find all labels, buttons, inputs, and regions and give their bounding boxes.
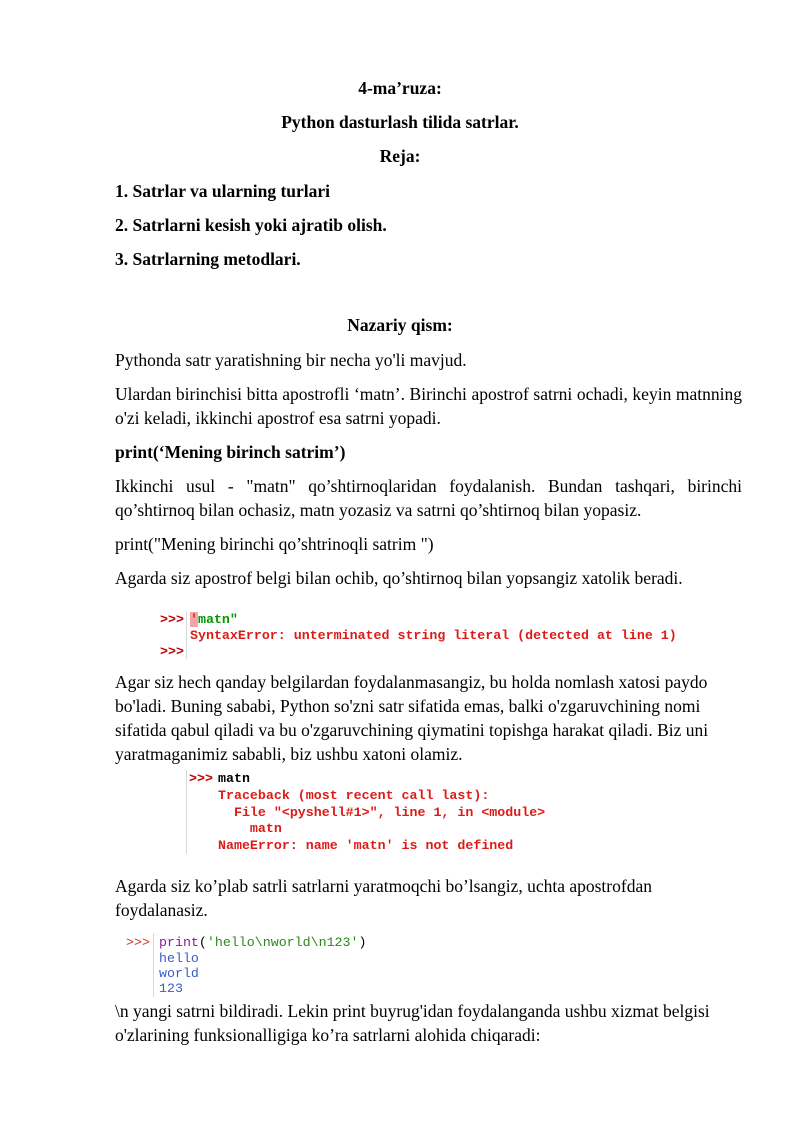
traceback-line: matn <box>218 821 282 836</box>
plan-item-1: 1. Satrlar va ularning turlari <box>115 181 331 201</box>
plan-item-3: 3. Satrlarning metodlari. <box>115 249 301 269</box>
shell-gutter <box>186 611 187 659</box>
plan-item-2: 2. Satrlarni kesish yoki ajratib olish. <box>115 215 387 235</box>
paragraph-1: Pythonda satr yaratishning bir necha yo'li mavjud. <box>115 350 467 370</box>
paragraph-5: Agar siz hech qanday belgilardan foydalanmasangiz, bu holda nomlash xatosi paydo bo'ladi. Buning sababi, Python so'zni satr sifatida emas, balki o'zgaruvchining nomi sifatida qabul qiladi va bu o'zgaruvchining qiymatini topishga harakat qiladi. Biz uni yaratmaganimiz sababli, biz ushbu xatoni olamiz. <box>115 672 709 764</box>
syntax-error-message: SyntaxError: unterminated string literal (detected at line 1) <box>190 628 677 643</box>
shell-prompt: >>> <box>160 612 184 627</box>
unmatched-quote: ' <box>190 612 198 627</box>
paragraph-2: Ulardan birinchisi bitta apostrofli ‘matn’. Birinchi apostrof satrni ochadi, keyin matnning o'zi keladi, ikkinchi apostrof esa satrni yopadi. <box>115 384 742 428</box>
code-example-2: print("Mening birinchi qo’shtrinoqli satrim ") <box>115 534 434 554</box>
output-line: 123 <box>159 981 183 996</box>
lecture-number: 4-ma’ruza: <box>358 78 442 98</box>
output-line: world <box>159 966 199 981</box>
lecture-title: Python dasturlash tilida satrlar. <box>281 112 519 132</box>
plan-title: Reja: <box>379 146 421 166</box>
section-title: Nazariy qism: <box>347 315 453 335</box>
paragraph-4: Agarda siz apostrof belgi bilan ochib, qo’shtirnoq bilan yopsangiz xatolik beradi. <box>115 568 683 588</box>
shell-prompt: >>> <box>160 644 184 659</box>
shell-prompt: >>> <box>126 935 150 950</box>
traceback-line: File "<pyshell#1>", line 1, in <module> <box>218 805 546 820</box>
shell-input-line: print('hello\nworld\n123') <box>159 935 367 950</box>
shell-prompt: >>> <box>189 771 213 786</box>
shell-input-text: matn <box>218 771 250 786</box>
traceback-line: Traceback (most recent call last): <box>218 788 490 803</box>
string-literal: 'hello\nworld\n123' <box>206 935 359 950</box>
paragraph-3: Ikkinchi usul - "matn" qo’shtirnoqlaridan foydalanish. Bundan tashqari, birinchi qo’shtirnoq bilan ochasiz, matn yozasiz va satrni qo’shtirnoq bilan yopasiz. <box>115 476 742 520</box>
code-example-1: print(‘Mening birinch satrim’) <box>115 442 346 462</box>
paragraph-6: Agarda siz ko’plab satrli satrlarni yaratmoqchi bo’lsangiz, uchta apostrofdan foydalanasiz. <box>115 876 652 920</box>
shell-input-text: matn" <box>197 612 238 627</box>
name-error-message: NameError: name 'matn' is not defined <box>218 838 514 853</box>
shell-gutter <box>186 770 187 854</box>
shell-gutter <box>153 933 154 997</box>
output-line: hello <box>159 951 199 966</box>
shell-input-line <box>190 612 238 629</box>
print-keyword: print <box>159 935 199 950</box>
paragraph-7: \n yangi satrni bildiradi. Lekin print buyrug'idan foydalanganda ushbu xizmat belgisi o'zlarining funksionalligiga ko’ra satrlarni alohida chiqaradi: <box>115 1001 710 1045</box>
